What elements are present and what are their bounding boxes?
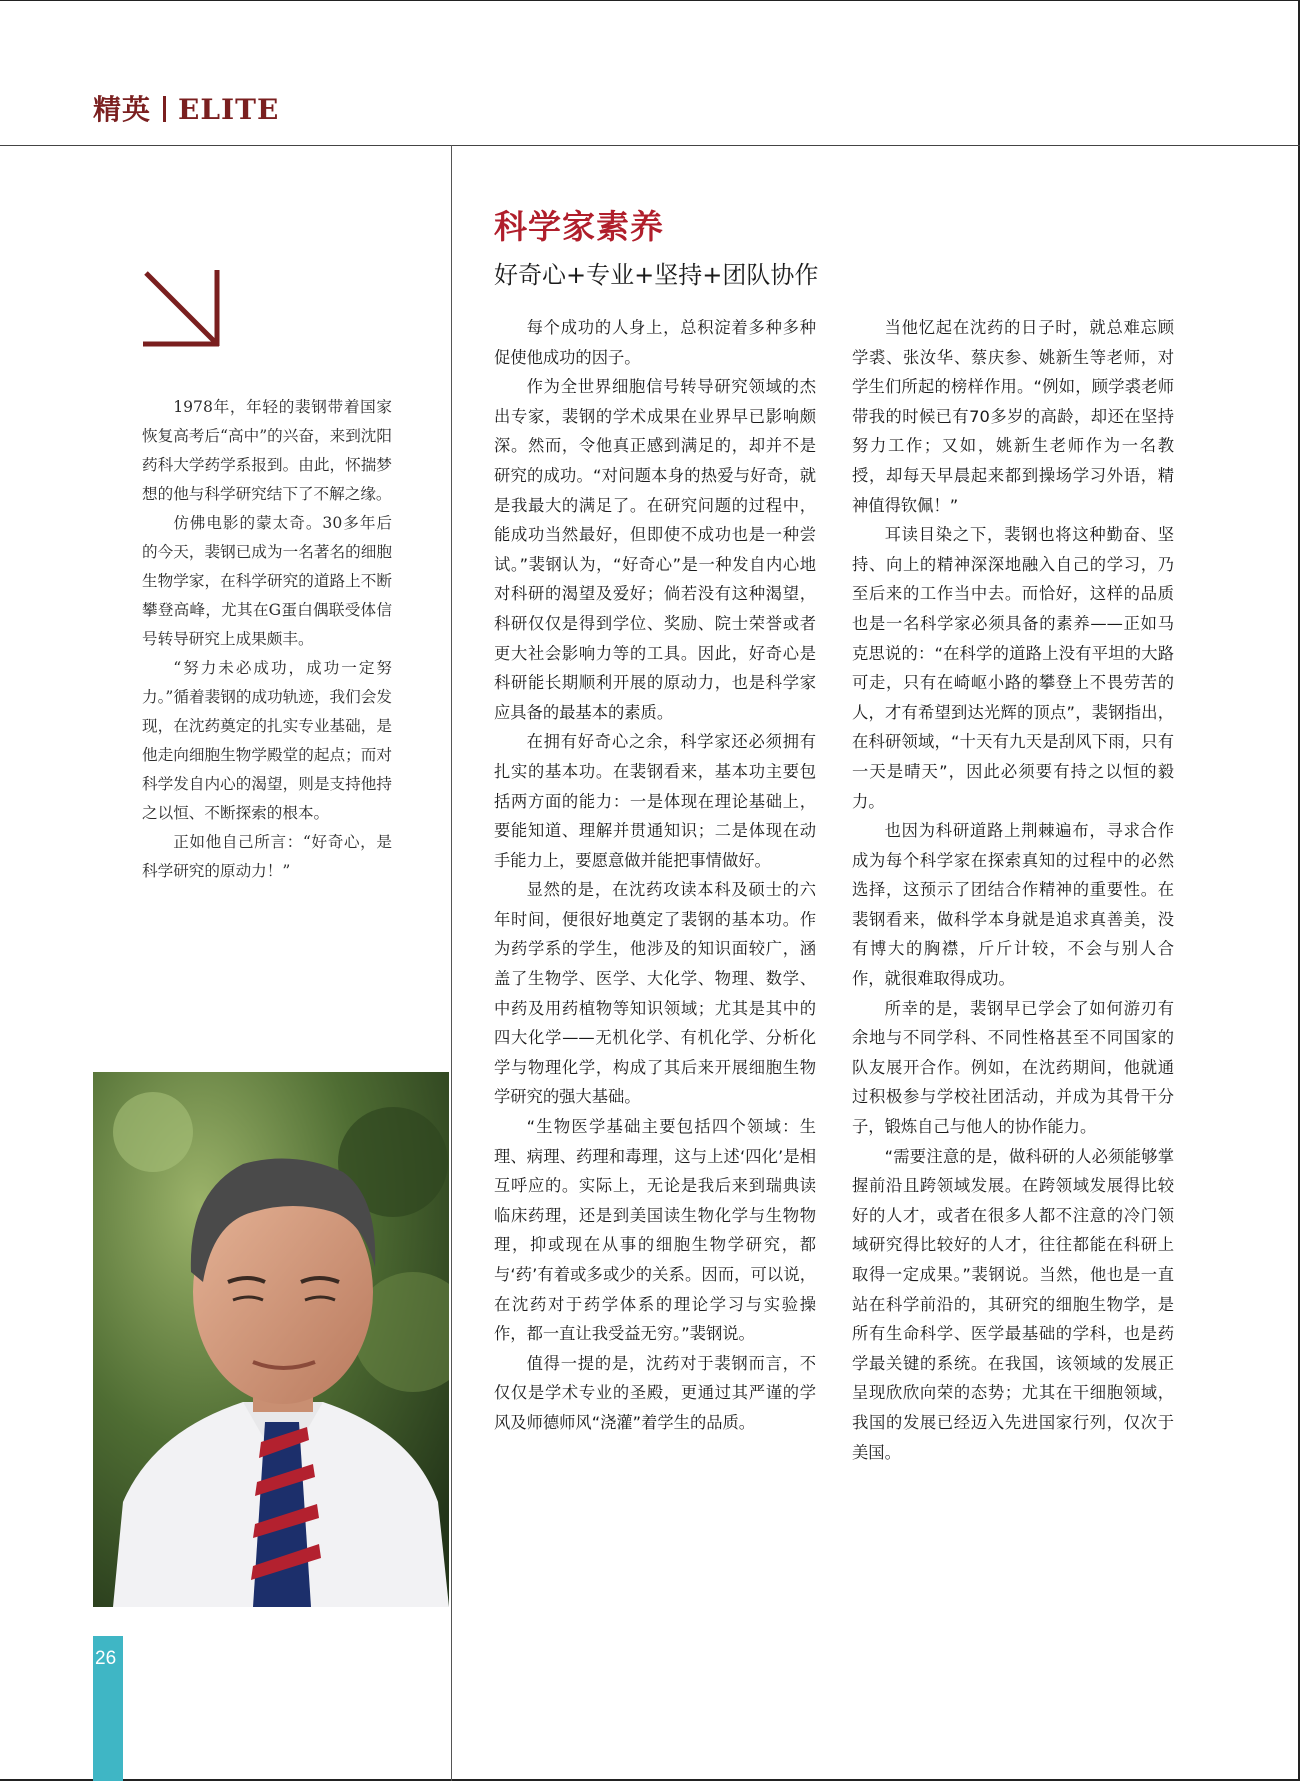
section-header [93,88,279,128]
article-subtitle: 好奇心+专业+坚持+团队协作 [494,261,819,289]
section-header-en: ELITE [178,93,280,126]
header-rule [0,145,1300,146]
article-paragraph: 值得一提的是，沈药对于裴钢而言，不仅仅是学术专业的圣殿，更通过其严谨的学风及师德师风“浇灌”着学生的品质。 [494,1353,816,1432]
sidebar-paragraph: 仿佛电影的蒙太奇。30多年后的今天，裴钢已成为一名著名的细胞生物学家，在科学研究的道路上不断攀登高峰，尤其在G蛋白偶联受体信号转导研究上成果颇丰。 [142,514,392,648]
article-paragraph: 作为全世界细胞信号转导研究领域的杰出专家，裴钢的学术成果在业界早已影响颇深。然而，令他真正感到满足的，却并不是研究的成功。“对问题本身的热爱与好奇，就是我最大的满足了。在研究问题的过程中，能成功当然最好，但即使不成功也是一种尝试。”裴钢认为，“好奇心”是一种发自内心地对科研的渴望及爱好；倘若没有这种渴望，科研仅仅是得到学位、奖励、院士荣誉或者更大社会影响力等的工具。因此，好奇心是科研能长期顺利开展的原动力，也是科学家应具备的最基本的素质。 [494,377,816,722]
article-paragraph: 耳读目染之下，裴钢也将这种勤奋、坚持、向上的精神深深地融入自己的学习，乃至后来的工作当中去。而恰好，这样的品质也是一名科学家必须具备的素养——正如马克思说的：“在科学的道路上没有平坦的大路可走，只有在崎岖小路的攀登上不畏劳苦的人，才有希望到达光辉的顶点”，裴钢指出，在科研领域，“十天有九天是刮风下雨，只有一天是晴天”，因此必须要有持之以恒的毅力。 [852,525,1174,811]
article-paragraph: “生物医学基础主要包括四个领域：生理、病理、药理和毒理，这与上述‘四化’是相互呼应的。实际上，无论是我后来到瑞典读临床药理，还是到美国读生物化学与生物物理，抑或现在从事的细胞生物学研究，都与‘药’有着或多或少的关系。因而，可以说，在沈药对于药学体系的理论学习与实验操作，都一直让我受益无穷。”裴钢说。 [494,1117,816,1344]
page-frame-top [0,0,1300,1]
sidebar-paragraph: 1978年，年轻的裴钢带着国家恢复高考后“高中”的兴奋，来到沈阳药科大学药学系报到。由此，怀揣梦想的他与科学研究结下了不解之缘。 [142,398,392,503]
article-column-right [852,313,1174,1467]
section-header-separator [163,96,166,122]
article-paragraph: 所幸的是，裴钢早已学会了如何游刃有余地与不同学科、不同性格甚至不同国家的队友展开合作。例如，在沈药期间，他就通过积极参与学校社团活动，并成为其骨干分子，锻炼自己与他人的协作能力。 [852,998,1174,1137]
sidebar-paragraph: 正如他自己所言：“好奇心，是科学研究的原动力！” [142,833,392,880]
article-paragraph: 在拥有好奇心之余，科学家还必须拥有扎实的基本功。在裴钢看来，基本功主要包括两方面的能力：一是体现在理论基础上，要能知道、理解并贯通知识；二是体现在动手能力上，要愿意做并能把事情做好。 [494,732,816,870]
page-number: 26 [95,1648,117,1669]
article-paragraph: 也因为科研道路上荆棘遍布，寻求合作成为每个科学家在探索真知的过程中的必然选择，这预示了团结合作精神的重要性。在裴钢看来，做科学本身就是追求真善美，没有博大的胸襟，斤斤计较，不会与别人合作，就很难取得成功。 [852,821,1174,989]
article-column-left [494,313,816,1438]
column-divider [451,145,452,1781]
article-title: 科学家素养 [494,207,664,246]
article-paragraph: 当他忆起在沈药的日子时，就总难忘顾学裘、张汝华、蔡庆参、姚新生等老师，对学生们所起的榜样作用。“例如，顾学裘老师带我的时候已有70多岁的高龄，却还在坚持努力工作；又如，姚新生老师作为一名教授，却每天早晨起来都到操场学习外语，精神值得钦佩！” [852,318,1174,515]
sidebar-intro [142,393,392,886]
article-paragraph: “需要注意的是，做科研的人必须能够掌握前沿且跨领域发展。在跨领域发展得比较好的人才，或者在很多人都不注意的冷门领域研究得比较好的人才，往往都能在科研上取得一定成果。”裴钢说。当然，他也是一直站在科学前沿的，其研究的细胞生物学，是所有生命科学、医学最基础的学科，也是药学最关键的系统。在我国，该领域的发展正呈现欣欣向荣的态势；尤其在干细胞领域，我国的发展已经迈入先进国家行列，仅次于美国。 [852,1146,1174,1462]
article-paragraph: 每个成功的人身上，总积淀着多种多种促使他成功的因子。 [494,318,816,367]
article-paragraph: 显然的是，在沈药攻读本科及硕士的六年时间，便很好地奠定了裴钢的基本功。作为药学系的学生，他涉及的知识面较广，涵盖了生物学、医学、大化学、物理、数学、中药及用药植物等知识领域；尤其是其中的四大化学——无机化学、有机化学、分析化学与物理化学，构成了其后来开展细胞生物学研究的强大基础。 [494,880,816,1107]
sidebar-paragraph: “努力未必成功，成功一定努力。”循着裴钢的成功轨迹，我们会发现，在沈药奠定的扎实专业基础，是他走向细胞生物学殿堂的起点；而对科学发自内心的渴望，则是支持他持之以恒、不断探索的根本。 [142,659,392,822]
portrait-photo [93,1072,449,1607]
arrow-down-right-icon [143,270,223,350]
section-header-cn: 精英 [93,93,152,126]
